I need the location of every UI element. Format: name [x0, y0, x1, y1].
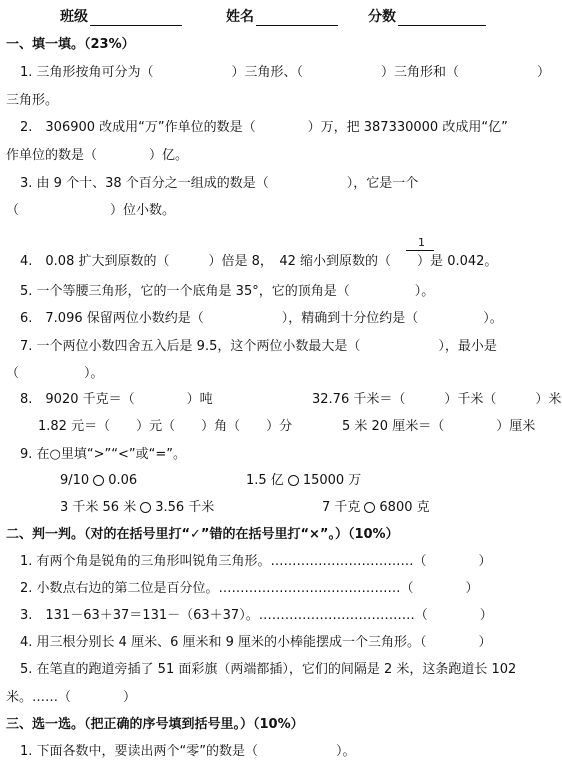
name-label: 姓名 — [226, 9, 254, 25]
s1-q8-row1-left: 8. 9020 千克＝（ ）吨 — [20, 392, 213, 407]
q9-item: 1.5 亿 — [246, 473, 284, 488]
s1-q8-row1-right: 32.76 千米＝（ ）千米（ ）米 — [312, 392, 562, 407]
q9-compare-1 — [60, 472, 137, 490]
s1-q1-line2: 三角形。 — [6, 93, 59, 108]
q9-item: 9/10 — [60, 473, 90, 488]
section1-title: 一、填一填。（23%） — [6, 37, 135, 52]
s2-q1: 1. 有两个角是锐角的三角形叫锐角三角形。……………………………（ ） — [20, 554, 492, 569]
s2-q4: 4. 用三根分别长 4 厘米、6 厘米和 9 厘米的小棒能摆成一个三角形。（ ） — [20, 635, 492, 650]
q9-item: 7 千克 — [322, 500, 361, 515]
name-field — [226, 8, 338, 26]
s1-q9: 9. 在○里填“>”“<”或“=”。 — [20, 447, 186, 462]
s1-q5: 5. 一个等腰三角形，它的一个底角是 35°，它的顶角是（ ）。 — [20, 284, 435, 299]
score-label: 分数 — [368, 9, 396, 25]
q9-item: 3 千米 56 米 — [60, 500, 137, 515]
q9-item: 3.56 千米 — [155, 500, 215, 515]
q9-item: 0.06 — [108, 473, 138, 488]
name-blank[interactable] — [256, 11, 338, 26]
compare-circle-icon[interactable] — [140, 502, 151, 513]
compare-circle-icon[interactable] — [288, 475, 299, 486]
s1-q2-line1: 2. 306900 改成用“万”作单位的数是（ ）万，把 387330000 改成用“亿” — [20, 120, 508, 135]
q9-compare-4 — [322, 499, 430, 517]
score-field — [368, 8, 486, 26]
s3-q1: 1. 下面各数中，要读出两个“零”的数是（ ）。 — [20, 744, 356, 759]
s2-q5-line1: 5. 在笔直的跑道旁插了 51 面彩旗（两端都插），它们的间隔是 2 米，这条跑道长 102 — [20, 662, 517, 677]
s1-q3-line2: （ ）位小数。 — [6, 203, 176, 218]
s1-q1-line1: 1. 三角形按角可分为（ ）三角形、（ ）三角形和（ ） — [20, 65, 551, 80]
q9-item: 15000 万 — [302, 473, 362, 488]
s1-q8-row2-left: 1.82 元＝（ ）元（ ）角（ ）分 — [38, 419, 293, 434]
class-blank[interactable] — [90, 11, 182, 26]
s1-q7-line1: 7. 一个两位小数四舍五入后是 9.5，这个两位小数最大是（ ），最小是 — [20, 339, 497, 354]
q4-fraction-bar — [406, 250, 434, 251]
s1-q7-line2: （ ）。 — [6, 366, 104, 381]
s1-q2-line2: 作单位的数是（ ）亿。 — [6, 148, 189, 163]
section2-title: 二、判一判。（对的在括号里打“✓”错的在括号里打“×”。）（10%） — [6, 527, 399, 542]
q9-compare-3 — [60, 499, 214, 517]
class-field — [60, 8, 182, 26]
s1-q3-line1: 3. 由 9 个十、38 个百分之一组成的数是（ ），它是一个 — [20, 176, 419, 191]
q9-item: 6800 克 — [379, 500, 430, 515]
compare-circle-icon[interactable] — [364, 502, 375, 513]
s1-q8-row2-right: 5 米 20 厘米＝（ ）厘米 — [342, 419, 536, 434]
s1-q4: 4. 0.08 扩大到原数的（ ）倍是 8， 42 缩小到原数的（ ）是 0.042。 — [20, 254, 498, 269]
section3-title: 三、选一选。（把正确的序号填到括号里。）（10%） — [6, 717, 304, 732]
s2-q5-line2: 米。……（ ） — [6, 690, 137, 705]
q9-compare-2 — [246, 472, 361, 490]
s2-q2: 2. 小数点右边的第二位是百分位。……………………………………（ ） — [20, 581, 479, 596]
s1-q6: 6. 7.096 保留两位小数约是（ ），精确到十分位约是（ ）。 — [20, 311, 503, 326]
score-blank[interactable] — [398, 11, 486, 26]
class-label: 班级 — [60, 9, 88, 25]
q4-fraction-numerator: 1 — [418, 236, 425, 249]
compare-circle-icon[interactable] — [93, 475, 104, 486]
s2-q3: 3. 131－63＋37＝131－（63＋37）。………………………………（ ） — [20, 608, 493, 623]
